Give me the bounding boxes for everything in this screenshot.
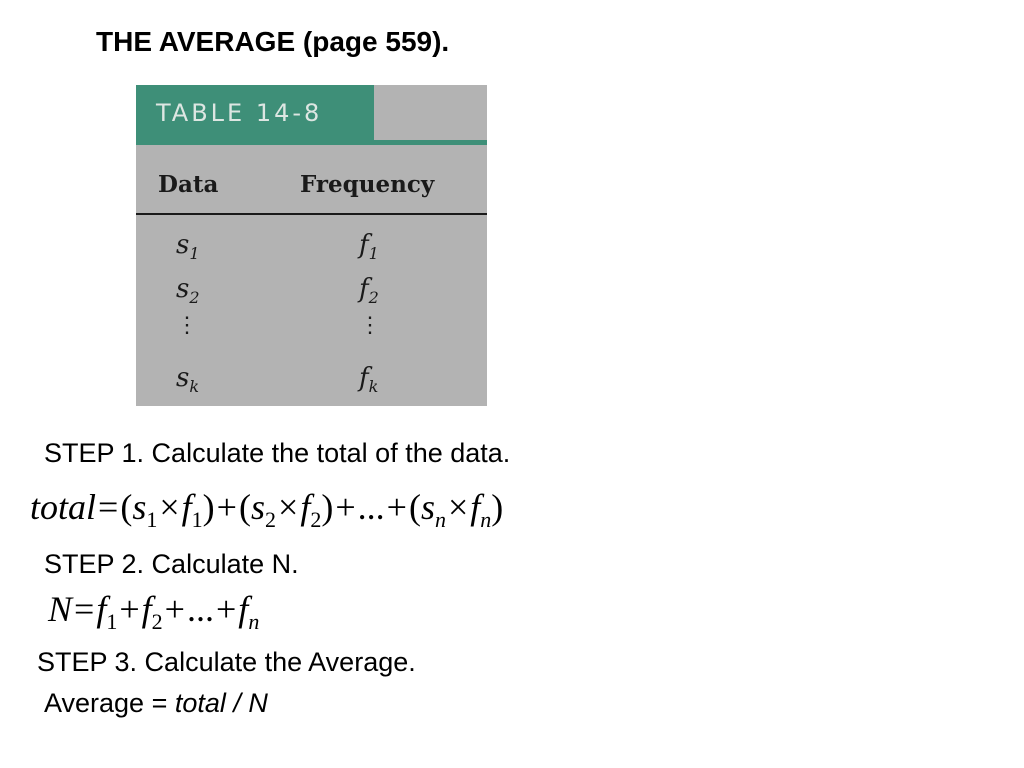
step-1-label: STEP 1. Calculate the total of the data. [44,438,511,468]
n-formula: $N=f_1+f_2+...+f_n$ [48,589,260,634]
total-formula: $total=(s_1\times f_1)+(s_2\times f_2)+...+(s_n\times f_n)$ [30,487,504,532]
column-header-data: Data [158,171,219,198]
table-cell-frequency: $f_k$ [359,363,379,396]
step-2-label: STEP 2. Calculate N. [44,549,299,579]
column-header-frequency: Frequency [300,171,435,198]
table-cell-data-ellipsis: ⋮ [176,313,198,338]
table-cell-data: $s_k$ [176,363,200,396]
average-prefix: Average = [44,688,175,718]
table-label-tab [136,85,374,140]
table-cell-data: $s_2$ [176,274,200,307]
page-title: THE AVERAGE (page 559). [96,26,450,57]
table-top-rule [136,140,487,145]
table-cell-data: $s_1$ [176,230,200,263]
table-cell-frequency: $f_2$ [359,274,379,307]
average-expression: total / N [174,688,268,718]
average-formula [44,688,268,719]
table-cell-frequency-ellipsis: ⋮ [359,313,381,338]
table-label: TABLE 14-8 [156,99,323,127]
table-cell-frequency: $f_1$ [359,230,379,263]
step-3-label: STEP 3. Calculate the Average. [37,647,416,677]
table-header-rule [136,213,487,215]
frequency-table-image [136,85,487,406]
